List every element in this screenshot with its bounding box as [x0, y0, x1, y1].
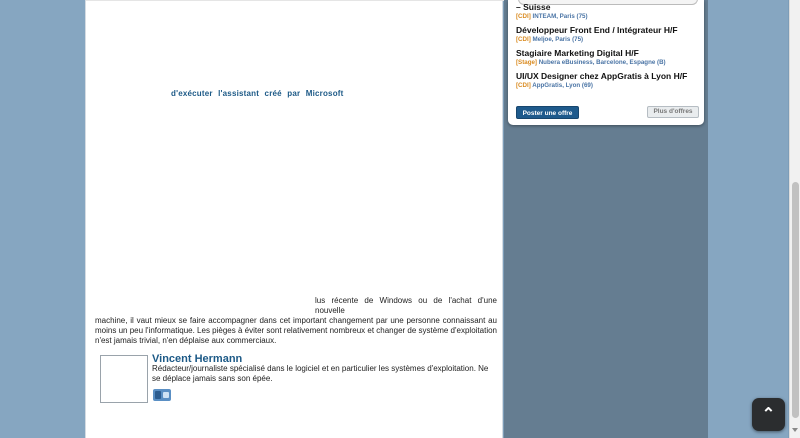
- job-type: [Stage]: [516, 59, 537, 66]
- job-meta: [516, 82, 701, 89]
- scroll-down-arrow-icon[interactable]: [792, 428, 798, 432]
- more-offers-button[interactable]: Plus d'offres: [647, 106, 699, 118]
- author-bio: Rédacteur/journaliste spécialisé dans le logiciel et en particulier les systèmes d'exploitation. Ne se déplace jamais sans son épée.: [152, 364, 489, 383]
- job-meta: [516, 13, 701, 20]
- job-item[interactable]: [516, 71, 701, 89]
- post-offer-button[interactable]: Poster une offre: [516, 106, 579, 119]
- job-type: [CDI]: [516, 82, 531, 89]
- job-title[interactable]: Stagiaire Marketing Digital H/F: [516, 48, 639, 58]
- page-background-left: [0, 0, 85, 438]
- job-meta: [516, 36, 701, 43]
- microsoft-assistant-link[interactable]: d'exécuter l'assistant créé par Microsoft: [171, 89, 344, 98]
- job-meta: [516, 59, 701, 66]
- author-name-link[interactable]: Vincent Hermann: [152, 353, 243, 365]
- job-type: [CDI]: [516, 36, 531, 43]
- job-company: Nubera eBusiness, Barcelone, Espagne (B): [538, 59, 666, 66]
- job-company: INTEAM, Paris (75): [532, 13, 588, 20]
- job-title[interactable]: Développeur Front End / Intégrateur H/F: [516, 25, 678, 35]
- job-item[interactable]: [516, 48, 701, 66]
- chevron-up-icon[interactable]: ⌃: [752, 398, 785, 431]
- job-item[interactable]: [516, 2, 701, 20]
- page-background-right: [708, 0, 788, 438]
- job-item[interactable]: [516, 25, 701, 43]
- article-column: [85, 0, 503, 438]
- jobs-widget: [508, 0, 704, 125]
- divider: [86, 0, 504, 1]
- job-title[interactable]: UI/UX Designer chez AppGratis à Lyon H/F: [516, 71, 688, 81]
- page-scrollbar[interactable]: [789, 0, 800, 438]
- author-avatar[interactable]: [100, 355, 148, 403]
- paragraph-body: machine, il vaut mieux se faire accompagner dans cet important changement par une personne connaissant au moins un peu l'informatique. Les pièges à éviter sont relativement nombreux et changer de système d'exploitation n'est jamais trivial, n'en déplaise aux commerciaux.: [95, 316, 497, 345]
- job-company: Meljoe, Paris (75): [532, 36, 584, 43]
- job-company: AppGratis, Lyon (69): [532, 82, 593, 89]
- job-title[interactable]: – Suisse: [516, 2, 551, 12]
- job-type: [CDI]: [516, 13, 531, 20]
- scrollbar-thumb[interactable]: [792, 182, 799, 418]
- profile-card-icon[interactable]: [153, 389, 171, 401]
- paragraph-first-line: lus récente de Windows ou de l'achat d'une nouvelle: [315, 296, 497, 315]
- article-paragraph: [95, 296, 497, 346]
